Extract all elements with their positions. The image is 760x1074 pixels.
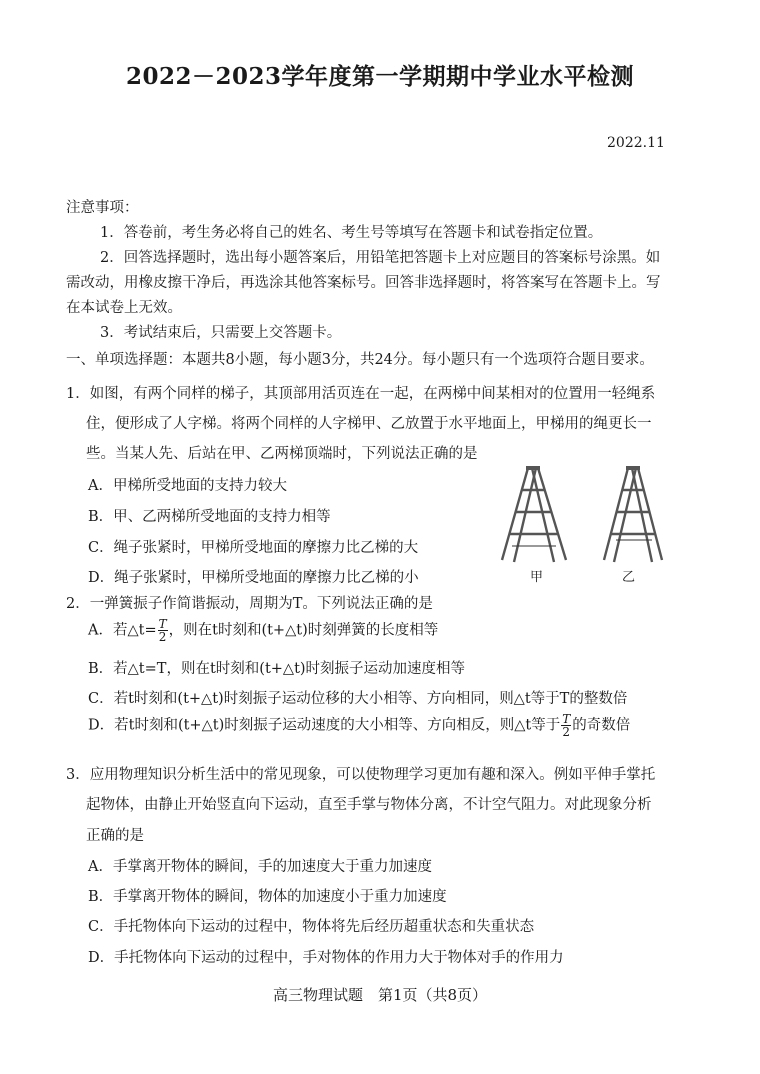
question-2-option-b: B．若△t=T，则在t时刻和(t+△t)时刻振子运动加速度相等 xyxy=(88,661,466,677)
question-3-stem: 正确的是 xyxy=(86,828,144,844)
fraction-numerator: T xyxy=(562,712,571,726)
figure-label-jia: 甲 xyxy=(530,570,544,585)
question-3-stem: 3．应用物理知识分析生活中的常见现象，可以使物理学习更加有趣和深入。例如平伸手掌托 xyxy=(66,767,656,783)
question-1-option-b: B．甲、乙两梯所受地面的支持力相等 xyxy=(88,509,331,525)
fraction-numerator: T xyxy=(158,617,167,631)
notice-item: 2．回答选择题时，选出每小题答案后，用铅笔把答题卡上对应题目的答案标号涂黑。如 xyxy=(100,250,661,266)
notice-item: 在本试卷上无效。 xyxy=(66,300,182,316)
question-2-option-a xyxy=(88,618,438,643)
question-2-option-d xyxy=(88,713,630,738)
question-3-stem: 起物体，由静止开始竖直向下运动，直至手掌与物体分离，不计空气阻力。对此现象分析 xyxy=(86,797,652,813)
exam-date: 2022.11 xyxy=(607,135,665,151)
ladder-figure xyxy=(494,464,678,586)
question-2-stem: 2．一弹簧振子作简谐振动，周期为T。下列说法正确的是 xyxy=(66,596,433,612)
notice-item: 1．答卷前，考生务必将自己的姓名、考生号等填写在答题卡和试卷指定位置。 xyxy=(100,225,603,241)
page-footer: 高三物理试题 第1页（共8页） xyxy=(272,986,488,1004)
option-a-suffix: ，则在t时刻和(t+△t)时刻弹簧的长度相等 xyxy=(168,622,439,639)
question-2-option-c: C．若t时刻和(t+△t)时刻振子运动位移的大小相等、方向相同，则△t等于T的整数倍 xyxy=(88,691,628,707)
fraction-t-over-2 xyxy=(158,618,168,643)
figure-label-yi: 乙 xyxy=(622,570,636,585)
question-3-option-b: B．手掌离开物体的瞬间，物体的加速度小于重力加速度 xyxy=(88,889,447,905)
ladder-jia-illustration xyxy=(502,468,566,562)
question-1-stem: 1．如图，有两个同样的梯子，其顶部用活页连在一起，在两梯中间某相对的位置用一轻绳系 xyxy=(66,386,656,402)
option-a-prefix: A．若△t= xyxy=(88,622,157,639)
notice-heading: 注意事项： xyxy=(66,200,139,216)
question-1-option-a: A．甲梯所受地面的支持力较大 xyxy=(88,478,287,494)
page-title: 2022－2023学年度第一学期期中学业水平检测 xyxy=(125,63,635,90)
ladder-yi-illustration xyxy=(604,468,662,562)
fraction-t-over-2 xyxy=(561,713,571,738)
notice-item: 需改动，用橡皮擦干净后，再选涂其他答案标号。回答非选择题时，将答案写在答题卡上。写 xyxy=(66,275,661,291)
question-1-option-c: C．绳子张紧时，甲梯所受地面的摩擦力比乙梯的大 xyxy=(88,540,419,556)
section-heading: 一、单项选择题：本题共8小题，每小题3分，共24分。每小题只有一个选项符合题目要求。 xyxy=(66,352,654,368)
question-1-stem: 住，便形成了人字梯。将两个同样的人字梯甲、乙放置于水平地面上，甲梯用的绳更长一 xyxy=(86,416,652,432)
option-d-suffix: 的奇数倍 xyxy=(572,717,631,734)
question-1-stem: 些。当某人先、后站在甲、乙两梯顶端时，下列说法正确的是 xyxy=(86,446,478,462)
question-3-option-a: A．手掌离开物体的瞬间，手的加速度大于重力加速度 xyxy=(88,859,432,875)
option-d-prefix: D．若t时刻和(t+△t)时刻振子运动速度的大小相等、方向相反，则△t等于 xyxy=(88,717,561,734)
notice-item: 3．考试结束后，只需要上交答题卡。 xyxy=(100,325,342,341)
question-1-option-d: D．绳子张紧时，甲梯所受地面的摩擦力比乙梯的小 xyxy=(88,570,419,586)
fraction-denominator: 2 xyxy=(158,630,167,644)
question-3-option-d: D．手托物体向下运动的过程中，手对物体的作用力大于物体对手的作用力 xyxy=(88,950,564,966)
question-3-option-c: C．手托物体向下运动的过程中，物体将先后经历超重状态和失重状态 xyxy=(88,919,535,935)
fraction-denominator: 2 xyxy=(562,725,571,739)
